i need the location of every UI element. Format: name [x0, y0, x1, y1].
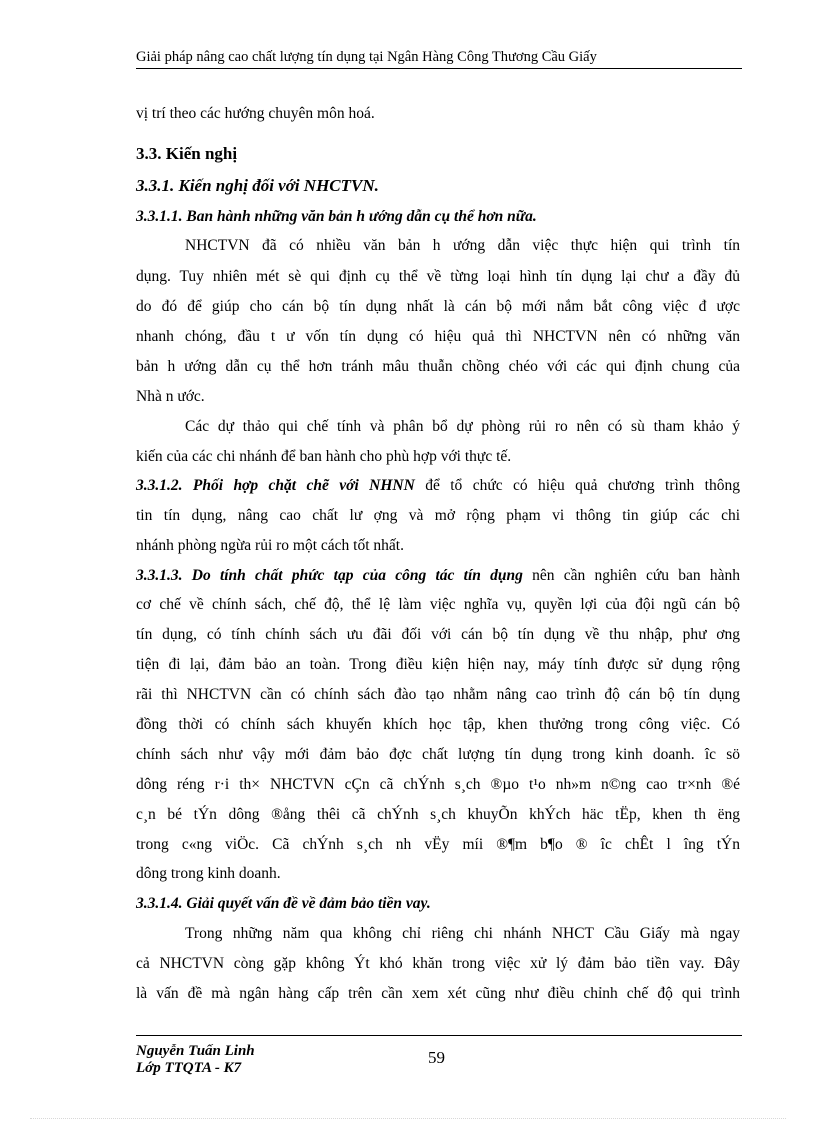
paragraph-line: trong c«ng viÖc. Cã chÝnh s¸ch nh vËy míi ®¶m b¶o ® îc chÊt l îng tÝn — [136, 836, 740, 853]
paragraph-line: tín dụng, có tính chính sách ưu đãi đối với cán bộ tín dụng về thu nhập, phư ơng — [136, 626, 740, 643]
inline-heading: 3.3.1.3. Do tính chất phức tạp của công tác tín dụng — [136, 567, 523, 584]
inline-text: để tổ chức có hiệu quả chương trình thông — [414, 477, 740, 494]
paragraph-line: dông trong kinh doanh. — [136, 865, 281, 882]
paragraph-line — [136, 566, 740, 586]
paragraph-line — [136, 476, 740, 496]
paragraph-line: c¸n bé tÝn dông ®ång thêi cã chÝnh s¸ch khuyÕn khÝch häc tËp, khen th ëng — [136, 806, 740, 823]
paragraph-line: đồng thời có chính sách khuyến khích học tập, khen thưởng trong công việc. Có — [136, 716, 740, 733]
paragraph-line: nhanh chóng, đầu t ư vốn tín dụng có hiệu quả thì NHCTVN nên có những văn — [136, 328, 740, 345]
subsection-heading: 3.3.1. Kiến nghị đối với NHCTVN. — [136, 176, 379, 195]
footer-class: Lớp TTQTA - K7 — [136, 1060, 242, 1076]
header-rule — [136, 68, 742, 69]
paragraph-line: Nhà n ước. — [136, 388, 205, 405]
paragraph-line: Trong những năm qua không chỉ riêng chi nhánh NHCT Cầu Giấy mà ngay — [185, 925, 740, 942]
paragraph-line: tin tín dụng, nâng cao chất lư ợng và mở rộng phạm vi thông tin giúp các chi — [136, 507, 740, 524]
page-edge-dots — [30, 1118, 786, 1119]
paragraph-line: dông réng r·i th× NHCTVN cÇn cã chÝnh s¸ch ®µo t¹o nh»m n©ng cao tr×nh ®é — [136, 776, 740, 793]
subsubsection-heading: 3.3.1.1. Ban hành những văn bản h ướng dẫn cụ thể hơn nữa. — [136, 208, 537, 225]
paragraph-line: là vấn đề mà ngân hàng cấp trên cần xem xét cũng như điều chỉnh chế độ qui trình — [136, 985, 740, 1002]
page-number: 59 — [428, 1048, 445, 1067]
inline-heading: 3.3.1.2. Phối hợp chặt chẽ với NHNN — [136, 477, 415, 494]
paragraph-line: kiến của các chi nhánh để ban hành cho phù hợp với thực tế. — [136, 448, 512, 465]
paragraph-line: cơ chế về chính sách, chế độ, thể lệ làm việc nghĩa vụ, quyền lợi của đội ngũ cán bộ — [136, 596, 740, 613]
footer-rule — [136, 1035, 742, 1036]
subsubsection-heading: 3.3.1.4. Giải quyết vấn đề về đảm bảo tiền vay. — [136, 895, 431, 912]
paragraph-line: rãi thì NHCTVN cần có chính sách đào tạo nhằm nâng cao trình độ cán bộ tín dụng — [136, 686, 740, 703]
section-heading: 3.3. Kiến nghị — [136, 144, 238, 163]
paragraph-line: vị trí theo các hướng chuyên môn hoá. — [136, 105, 375, 122]
paragraph-line: chính sách như vậy mới đảm bảo đợc chất lượng tín dụng trong kinh doanh. îc sö — [136, 746, 740, 763]
paragraph-line: tiện đi lại, đảm bảo an toàn. Trong điều kiện hiện nay, máy tính được sử dụng rộng — [136, 656, 740, 673]
paragraph-line: dụng. Tuy nhiên mét sè qui định cụ thể về từng loại hình tín dụng lại chư a đầy đủ — [136, 268, 740, 285]
paragraph-line: cả NHCTVN còng gặp không Ýt khó khăn trong việc xử lý đảm bảo tiền vay. Đây — [136, 955, 740, 972]
running-header: Giải pháp nâng cao chất lượng tín dụng tại Ngân Hàng Công Thương Cầu Giấy — [136, 49, 597, 65]
paragraph-line: Các dự thảo qui chế tính và phân bổ dự phòng rủi ro nên có sù tham khảo ý — [185, 418, 740, 435]
footer-author: Nguyễn Tuấn Linh — [136, 1043, 255, 1059]
paragraph-line: do đó để giúp cho cán bộ tín dụng nhất là cán bộ mới nắm bắt công việc đ ược — [136, 298, 740, 315]
paragraph-line: bản h ướng dẫn cụ thể hơn tránh mâu thuẫn chồng chéo với các qui định chung của — [136, 358, 740, 375]
paragraph-line: NHCTVN đã có nhiều văn bản h ướng dẫn việc thực hiện qui trình tín — [185, 237, 740, 254]
paragraph-line: nhánh phòng ngừa rủi ro một cách tốt nhất. — [136, 537, 404, 554]
inline-text: nên cần nghiên cứu ban hành — [522, 567, 740, 584]
